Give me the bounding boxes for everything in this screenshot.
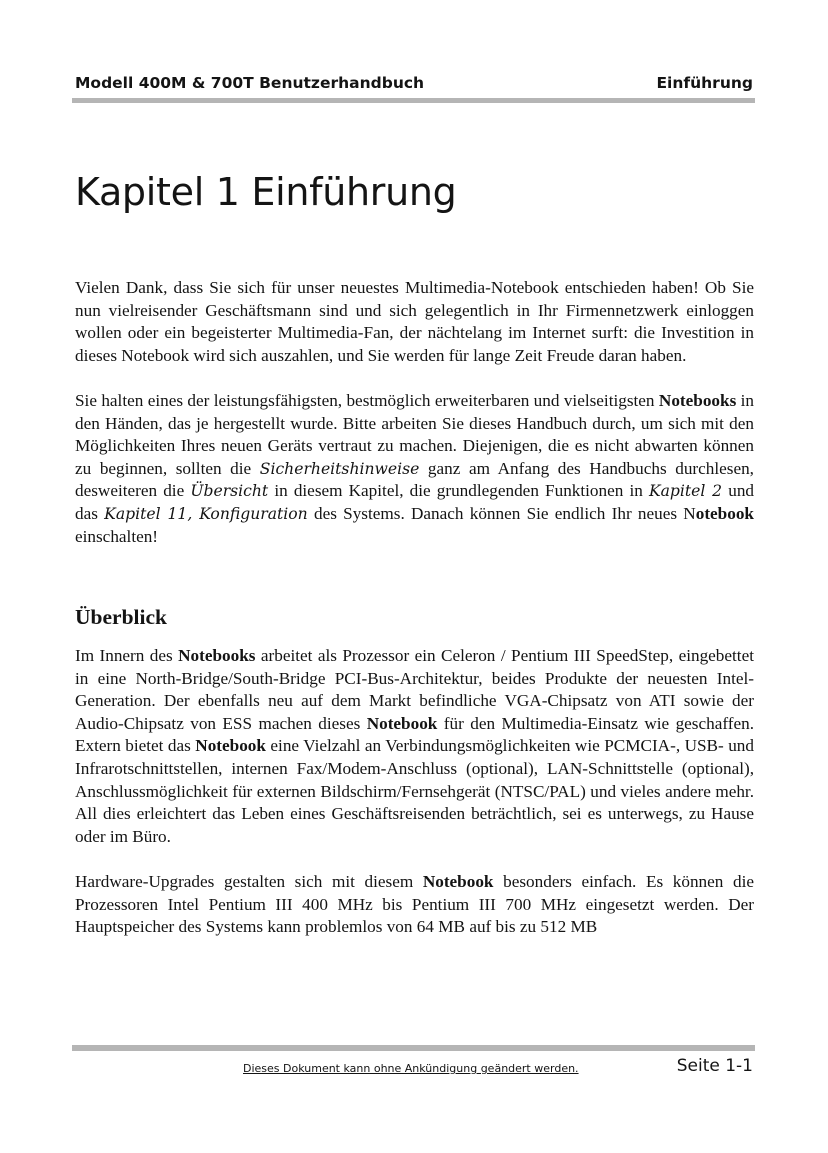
bold-term: Notebook — [195, 736, 266, 756]
overview-paragraph-2 — [75, 871, 754, 939]
section-heading: Überblick — [75, 605, 167, 629]
bold-term: Notebooks — [658, 390, 737, 410]
intro-paragraph-2 — [75, 390, 754, 548]
text-run: einschalten! — [75, 526, 159, 546]
text-run: des Systems. Danach können Sie endlich Ihr neues N — [307, 503, 696, 523]
bold-term: Notebook — [422, 871, 494, 891]
header-rule — [72, 98, 755, 103]
text-run: Sie halten eines der leistungsfähigsten, bestmöglich erweiterbaren und vielseitigsten — [75, 390, 659, 410]
footer-rule — [72, 1045, 755, 1051]
page-number: Seite 1-1 — [676, 1056, 753, 1076]
text-run: ganz am Anfang des Handbuchs durchlesen, desweiteren die — [75, 458, 754, 501]
reference-safety-notes: Sicherheitshinweise — [259, 459, 420, 478]
text-run: Im Innern des — [75, 646, 179, 665]
text-run: arbeitet als Prozessor ein Celeron / Pentium III SpeedStep, eingebettet in eine North-Bridge/South-Bridge PCI-Bus-Architektur, beides Produkte der neuesten Intel-Generation. Der ebenfalls neu auf dem Markt befindliche VGA-Chipsatz von ATI sowie der Audio-Chipsatz von ESS machen dieses — [75, 646, 754, 733]
text-run: besonders einfach. Es können die Prozessoren Intel Pentium III 400 MHz bis Pentium III 700 MHz eingesetzt werden. Der Hauptspeicher des Systems kann problemlos von 64 MB auf bis zu 512 MB — [75, 871, 754, 937]
reference-overview: Übersicht — [190, 482, 269, 501]
intro-text — [75, 277, 754, 548]
chapter-title: Kapitel 1 Einführung — [75, 170, 457, 214]
header-manual-title: Modell 400M & 700T Benutzerhandbuch — [75, 74, 425, 92]
footer-disclaimer: Dieses Dokument kann ohne Ankündigung geändert werden. — [243, 1062, 579, 1075]
text-run: in den Händen, das je hergestellt wurde. Bitte arbeiten Sie dieses Handbuch durch, um sich mit den Möglichkeiten Ihres neuen Geräts vertraut zu machen. Diejenigen, die es nicht abwarten können zu beginnen, sollten die — [75, 390, 755, 478]
reference-chapter-2: Kapitel 2 — [648, 482, 723, 501]
text-run: eine Vielzahl an Verbindungsmöglichkeiten wie PCMCIA-, USB- und Infrarotschnittstellen, internen Fax/Modem-Anschluss (optional), LAN-Schnittstelle (optional), Anschlussmöglichkeit für externen Bildschirm/Fernsehgerät (NTSC/PAL) und vieles andere mehr. All dies erleichtert das Leben eines Geschäftsreisenden beträchtlich, sei es unterwegs, zu Hause oder im Büro. — [75, 736, 754, 846]
bold-term: Notebooks — [178, 646, 256, 665]
overview-text — [75, 645, 754, 939]
text-run: und das — [75, 481, 755, 523]
running-header — [75, 74, 753, 96]
bold-term: Notebook — [366, 713, 438, 733]
text-run: Hardware-Upgrades gestalten sich mit diesem — [75, 871, 423, 891]
bold-term: otebook — [695, 503, 754, 523]
header-chapter-name: Einführung — [656, 74, 753, 92]
text-run: in diesem Kapitel, die grundlegenden Funktionen in — [268, 481, 649, 501]
reference-chapter-11: Kapitel 11, Konfiguration — [104, 504, 308, 523]
text-run: für den Multimedia-Einsatz wie geschaffen. Extern bietet das — [75, 713, 754, 756]
intro-paragraph-1: Vielen Dank, dass Sie sich für unser neuestes Multimedia-Notebook entschieden haben! Ob Sie nun vielreisender Geschäftsmann sind und sich gelegentlich in Ihr Firmennetzwerk einloggen wollen oder ein begeisterter Multimedia-Fan, der nächtelang im Internet surft: die Investition in dieses Notebook wird sich auszahlen, und Sie werden für lange Zeit Freude daran haben. — [75, 278, 754, 365]
overview-paragraph-1 — [75, 645, 754, 848]
